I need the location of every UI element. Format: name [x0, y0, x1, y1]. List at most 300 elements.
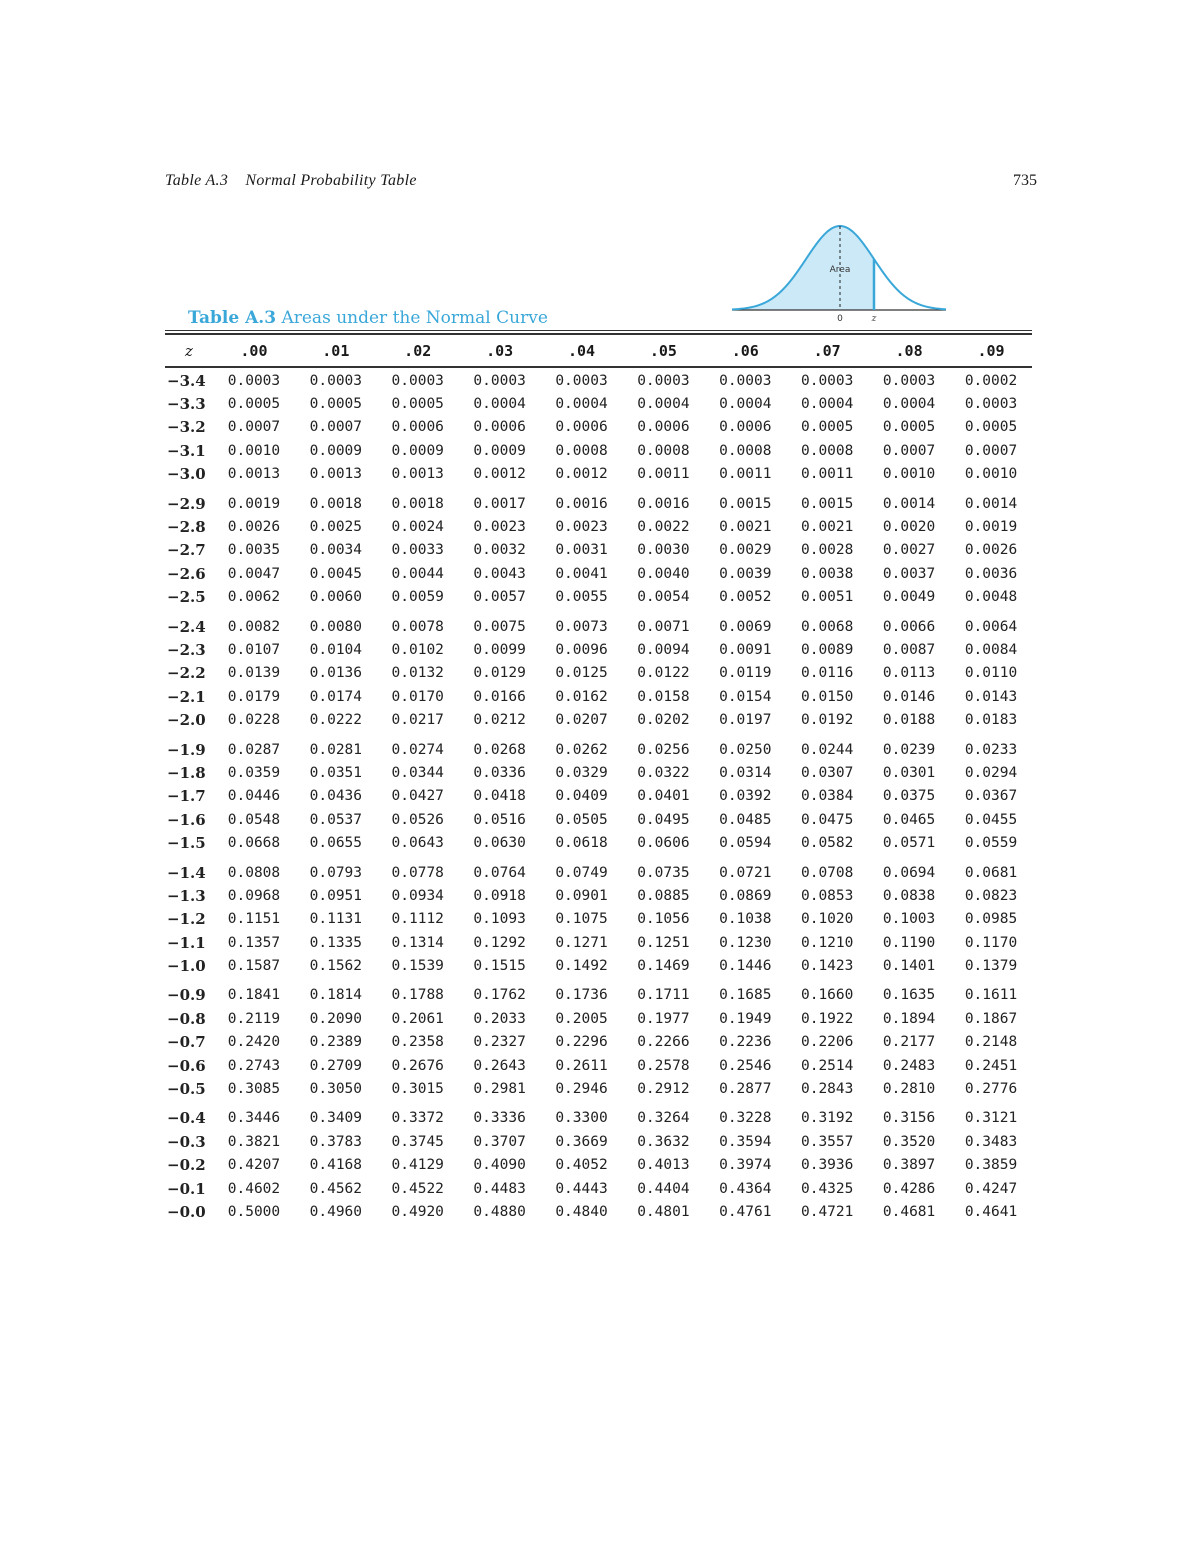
probability-cell: 0.4443: [555, 1180, 608, 1197]
probability-cell: 0.0005: [309, 396, 363, 413]
probability-cell: 0.0606: [637, 835, 690, 852]
probability-cell: 0.0003: [719, 372, 772, 389]
probability-cell: 0.0037: [882, 565, 936, 582]
probability-cell: 0.0392: [719, 788, 772, 805]
probability-cell: 0.0006: [391, 419, 444, 436]
probability-cell: 0.2643: [473, 1057, 526, 1074]
probability-cell: 0.0030: [637, 542, 690, 559]
probability-cell: 0.0033: [391, 542, 444, 559]
probability-cell: 0.0918: [473, 887, 526, 904]
probability-cell: 0.0764: [473, 864, 526, 881]
probability-cell: 0.2946: [555, 1081, 608, 1098]
z-value-cell: −0.5: [167, 1080, 206, 1099]
probability-cell: 0.0582: [800, 835, 854, 852]
probability-cell: 0.0052: [719, 589, 772, 606]
probability-cell: 0.2206: [800, 1034, 854, 1051]
probability-cell: 0.0179: [227, 688, 281, 705]
z-value-cell: −2.0: [167, 711, 206, 730]
probability-cell: 0.2090: [309, 1010, 363, 1027]
table-row: [165, 708, 1032, 731]
probability-cell: 0.0233: [964, 741, 1018, 758]
probability-cell: 0.0012: [473, 466, 526, 483]
probability-cell: 0.0064: [964, 618, 1018, 635]
z-value-cell: −0.4: [167, 1109, 206, 1128]
shaded-area: [732, 226, 874, 310]
probability-cell: 0.0749: [555, 864, 608, 881]
probability-cell: 0.1401: [882, 958, 936, 975]
probability-cell: 0.1492: [555, 958, 608, 975]
probability-cell: 0.0039: [719, 565, 772, 582]
probability-cell: 0.1469: [637, 958, 690, 975]
probability-cell: 0.0708: [800, 864, 854, 881]
probability-cell: 0.0885: [637, 887, 690, 904]
z-value-cell: −1.9: [167, 740, 206, 759]
probability-cell: 0.0040: [637, 565, 690, 582]
table-body: [165, 365, 1032, 1224]
z-value-cell: −1.2: [167, 910, 206, 929]
probability-cell: 0.0150: [800, 688, 854, 705]
probability-cell: 0.1922: [800, 1010, 854, 1027]
probability-cell: 0.0003: [555, 372, 608, 389]
probability-cell: 0.4052: [555, 1157, 608, 1174]
probability-cell: 0.0003: [391, 372, 444, 389]
probability-cell: 0.3936: [800, 1157, 854, 1174]
probability-cell: 0.0188: [882, 712, 936, 729]
probability-cell: 0.2296: [555, 1034, 608, 1051]
table-row: [165, 954, 1032, 977]
probability-cell: 0.0485: [719, 811, 772, 828]
probability-cell: 0.3372: [391, 1110, 444, 1127]
table-row: [165, 1154, 1032, 1177]
probability-cell: 0.0838: [882, 887, 936, 904]
z-value-cell: −1.7: [167, 787, 206, 806]
area-label: Area: [829, 265, 851, 275]
probability-cell: 0.3897: [882, 1157, 936, 1174]
probability-cell: 0.2611: [555, 1057, 608, 1074]
probability-cell: 0.1230: [719, 934, 772, 951]
probability-cell: 0.0031: [555, 542, 608, 559]
probability-cell: 0.0017: [473, 495, 526, 512]
probability-cell: 0.4761: [719, 1203, 772, 1220]
probability-cell: 0.4522: [391, 1180, 444, 1197]
probability-cell: 0.1131: [309, 911, 363, 928]
probability-cell: 0.0084: [964, 641, 1018, 658]
probability-cell: 0.0594: [719, 835, 772, 852]
probability-cell: 0.0129: [473, 665, 526, 682]
probability-cell: 0.0446: [227, 788, 281, 805]
probability-cell: 0.0869: [719, 887, 772, 904]
probability-cell: 0.3336: [473, 1110, 526, 1127]
probability-cell: 0.0823: [964, 887, 1018, 904]
top-rule-1: [165, 330, 1032, 331]
probability-cell: 0.0418: [473, 788, 526, 805]
probability-cell: 0.0005: [227, 396, 281, 413]
table-row: [165, 908, 1032, 931]
probability-cell: 0.2389: [309, 1034, 363, 1051]
z-value-cell: −1.5: [167, 834, 206, 853]
probability-cell: 0.0025: [309, 519, 363, 536]
table-row: [165, 1200, 1032, 1223]
probability-cell: 0.0004: [719, 396, 772, 413]
probability-cell: 0.0004: [637, 396, 690, 413]
column-header: .05: [649, 342, 677, 360]
probability-cell: 0.3557: [800, 1133, 854, 1150]
probability-cell: 0.0004: [882, 396, 936, 413]
table-row: [165, 586, 1032, 609]
probability-cell: 0.0559: [964, 835, 1018, 852]
table-row: [165, 732, 1032, 761]
probability-cell: 0.4129: [391, 1157, 444, 1174]
probability-cell: 0.3264: [637, 1110, 690, 1127]
probability-cell: 0.0013: [309, 466, 363, 483]
probability-cell: 0.0028: [800, 542, 854, 559]
column-header: .02: [404, 342, 432, 360]
probability-cell: 0.3632: [637, 1133, 690, 1150]
probability-cell: 0.3520: [882, 1133, 936, 1150]
probability-cell: 0.1711: [637, 987, 690, 1004]
table-row: [165, 539, 1032, 562]
probability-cell: 0.2981: [473, 1081, 526, 1098]
probability-cell: 0.1611: [964, 987, 1018, 1004]
table-row: [165, 562, 1032, 585]
probability-cell: 0.0005: [391, 396, 444, 413]
probability-cell: 0.3974: [719, 1157, 772, 1174]
column-header: .00: [240, 342, 268, 360]
probability-cell: 0.0004: [800, 396, 854, 413]
probability-cell: 0.3783: [309, 1133, 363, 1150]
z-value-cell: −3.3: [167, 395, 206, 414]
probability-cell: 0.1660: [800, 987, 854, 1004]
probability-cell: 0.0019: [964, 519, 1018, 536]
table-row: [165, 931, 1032, 954]
probability-cell: 0.2451: [964, 1057, 1018, 1074]
probability-cell: 0.3085: [227, 1081, 281, 1098]
probability-cell: 0.0006: [555, 419, 608, 436]
probability-cell: 0.0427: [391, 788, 444, 805]
z-value-cell: −1.8: [167, 763, 206, 782]
table-row: [165, 463, 1032, 486]
probability-cell: 0.1151: [227, 911, 281, 928]
probability-cell: 0.0002: [964, 372, 1018, 389]
normal-curve-svg: [728, 218, 952, 326]
probability-cell: 0.0132: [391, 665, 444, 682]
z-value-cell: −2.1: [167, 687, 206, 706]
z-value-cell: −2.4: [167, 617, 206, 636]
probability-cell: 0.0174: [309, 688, 363, 705]
probability-cell: 0.0059: [391, 589, 444, 606]
probability-cell: 0.0013: [227, 466, 281, 483]
probability-cell: 0.0036: [964, 565, 1018, 582]
probability-cell: 0.0018: [391, 495, 444, 512]
probability-cell: 0.0014: [882, 495, 936, 512]
probability-cell: 0.0301: [882, 764, 936, 781]
probability-cell: 0.1515: [473, 958, 526, 975]
column-header: .06: [731, 342, 759, 360]
probability-cell: 0.1762: [473, 987, 526, 1004]
probability-cell: 0.2877: [719, 1081, 772, 1098]
probability-cell: 0.0044: [391, 565, 444, 582]
probability-cell: 0.0032: [473, 542, 526, 559]
probability-cell: 0.0022: [637, 519, 690, 536]
probability-cell: 0.0250: [719, 741, 772, 758]
probability-cell: 0.0011: [800, 466, 854, 483]
probability-cell: 0.1292: [473, 934, 526, 951]
probability-cell: 0.4483: [473, 1180, 526, 1197]
running-head: [165, 172, 1037, 196]
probability-cell: 0.0011: [637, 466, 690, 483]
z-value-cell: −2.6: [167, 564, 206, 583]
probability-cell: 0.3859: [964, 1157, 1018, 1174]
top-rule-2: [165, 333, 1032, 335]
probability-cell: 0.4090: [473, 1157, 526, 1174]
z-value-cell: −1.0: [167, 957, 206, 976]
probability-cell: 0.2843: [800, 1081, 854, 1098]
table-row: [165, 392, 1032, 415]
caption-text: Areas under the Normal Curve: [276, 308, 548, 328]
probability-cell: 0.1357: [227, 934, 281, 951]
table-row: [165, 1077, 1032, 1100]
table-row: [165, 439, 1032, 462]
probability-cell: 0.0007: [882, 442, 936, 459]
probability-cell: 0.0026: [964, 542, 1018, 559]
probability-cell: 0.0073: [555, 618, 608, 635]
probability-cell: 0.0344: [391, 764, 444, 781]
probability-cell: 0.0537: [309, 811, 363, 828]
probability-cell: 0.4013: [637, 1157, 690, 1174]
probability-cell: 0.0057: [473, 589, 526, 606]
z-value-cell: −1.4: [167, 863, 206, 882]
table-row: [165, 978, 1032, 1007]
probability-cell: 0.5000: [227, 1203, 281, 1220]
probability-cell: 0.0069: [719, 618, 772, 635]
probability-cell: 0.0143: [964, 688, 1018, 705]
probability-cell: 0.0183: [964, 712, 1018, 729]
column-header: .04: [567, 342, 596, 360]
probability-cell: 0.0294: [964, 764, 1018, 781]
probability-cell: 0.0026: [227, 519, 281, 536]
probability-cell: 0.0015: [800, 495, 854, 512]
probability-cell: 0.0016: [637, 495, 690, 512]
probability-cell: 0.0351: [309, 764, 363, 781]
probability-cell: 0.0158: [637, 688, 690, 705]
probability-cell: 0.0005: [964, 419, 1018, 436]
probability-cell: 0.0192: [800, 712, 854, 729]
probability-cell: 0.1075: [555, 911, 608, 928]
probability-cell: 0.4247: [964, 1180, 1018, 1197]
probability-cell: 0.1635: [882, 987, 936, 1004]
table-row: [165, 416, 1032, 439]
probability-cell: 0.0087: [882, 641, 936, 658]
probability-cell: 0.0287: [227, 741, 281, 758]
probability-cell: 0.0116: [800, 665, 854, 682]
probability-cell: 0.1170: [964, 934, 1018, 951]
probability-cell: 0.4880: [473, 1203, 526, 1220]
column-header: .01: [322, 342, 350, 360]
probability-cell: 0.0808: [227, 864, 281, 881]
probability-cell: 0.0003: [882, 372, 936, 389]
probability-cell: 0.0239: [882, 741, 936, 758]
probability-cell: 0.3669: [555, 1133, 608, 1150]
probability-cell: 0.3156: [882, 1110, 936, 1127]
probability-cell: 0.0694: [882, 864, 936, 881]
zero-label: 0: [837, 314, 843, 324]
probability-cell: 0.0212: [473, 712, 526, 729]
probability-cell: 0.0516: [473, 811, 526, 828]
probability-cell: 0.2810: [882, 1081, 936, 1098]
probability-cell: 0.0021: [719, 519, 772, 536]
probability-cell: 0.1056: [637, 911, 690, 928]
probability-cell: 0.2033: [473, 1010, 526, 1027]
probability-cell: 0.0008: [637, 442, 690, 459]
probability-cell: 0.0668: [227, 835, 281, 852]
z-value-cell: −2.3: [167, 640, 206, 659]
probability-cell: 0.3121: [964, 1110, 1018, 1127]
probability-cell: 0.1685: [719, 987, 772, 1004]
probability-cell: 0.0968: [227, 887, 281, 904]
probability-cell: 0.2676: [391, 1057, 444, 1074]
probability-cell: 0.1736: [555, 987, 608, 1004]
table-row: [165, 515, 1032, 538]
probability-cell: 0.2119: [227, 1010, 281, 1027]
probability-cell: 0.1814: [309, 987, 363, 1004]
probability-cell: 0.1003: [882, 911, 936, 928]
probability-cell: 0.0367: [964, 788, 1018, 805]
probability-cell: 0.3409: [309, 1110, 363, 1127]
probability-cell: 0.0055: [555, 589, 608, 606]
probability-cell: 0.0409: [555, 788, 608, 805]
probability-cell: 0.0495: [637, 811, 690, 828]
probability-cell: 0.0012: [555, 466, 608, 483]
probability-cell: 0.0071: [637, 618, 690, 635]
column-header: .08: [895, 342, 923, 360]
probability-cell: 0.0007: [309, 419, 363, 436]
probability-cell: 0.2912: [637, 1081, 690, 1098]
probability-cell: 0.0007: [964, 442, 1018, 459]
probability-cell: 0.0170: [391, 688, 444, 705]
z-value-cell: −2.9: [167, 494, 206, 513]
probability-cell: 0.0024: [391, 519, 444, 536]
probability-cell: 0.1949: [719, 1010, 772, 1027]
probability-cell: 0.0009: [391, 442, 444, 459]
probability-cell: 0.0041: [555, 565, 608, 582]
probability-cell: 0.0119: [719, 665, 772, 682]
probability-cell: 0.0166: [473, 688, 526, 705]
probability-cell: 0.0007: [227, 419, 281, 436]
probability-cell: 0.0013: [391, 466, 444, 483]
probability-cell: 0.2483: [882, 1057, 936, 1074]
table-row: [165, 365, 1032, 392]
probability-cell: 0.0217: [391, 712, 444, 729]
probability-cell: 0.0136: [309, 665, 363, 682]
probability-cell: 0.0034: [309, 542, 363, 559]
probability-cell: 0.4681: [882, 1203, 936, 1220]
probability-cell: 0.0003: [309, 372, 363, 389]
z-value-cell: −0.9: [167, 986, 206, 1005]
probability-cell: 0.0015: [719, 495, 772, 512]
probability-cell: 0.4325: [800, 1180, 854, 1197]
table-row: [165, 884, 1032, 907]
probability-cell: 0.2776: [964, 1081, 1018, 1098]
probability-cell: 0.1271: [555, 934, 608, 951]
probability-cell: 0.0003: [964, 396, 1018, 413]
probability-cell: 0.0003: [637, 372, 690, 389]
probability-cell: 0.4801: [637, 1203, 690, 1220]
probability-cell: 0.0139: [227, 665, 281, 682]
table-row: [165, 761, 1032, 784]
probability-cell: 0.1867: [964, 1010, 1018, 1027]
page-number: 735: [1013, 172, 1037, 189]
probability-cell: 0.0075: [473, 618, 526, 635]
column-header: .09: [977, 342, 1005, 360]
probability-cell: 0.4920: [391, 1203, 444, 1220]
probability-cell: 0.0122: [637, 665, 690, 682]
probability-cell: 0.0006: [637, 419, 690, 436]
z-table: [165, 337, 1032, 1224]
probability-cell: 0.1038: [719, 911, 772, 928]
probability-cell: 0.2578: [637, 1057, 690, 1074]
probability-cell: 0.2061: [391, 1010, 444, 1027]
probability-cell: 0.0375: [882, 788, 936, 805]
probability-cell: 0.0951: [309, 887, 363, 904]
probability-cell: 0.0006: [719, 419, 772, 436]
probability-cell: 0.3192: [800, 1110, 854, 1127]
probability-cell: 0.1379: [964, 958, 1018, 975]
probability-cell: 0.0146: [882, 688, 936, 705]
probability-cell: 0.0207: [555, 712, 608, 729]
probability-cell: 0.1977: [637, 1010, 690, 1027]
probability-cell: 0.0051: [800, 589, 854, 606]
probability-cell: 0.0008: [719, 442, 772, 459]
probability-cell: 0.0125: [555, 665, 608, 682]
probability-cell: 0.0104: [309, 641, 363, 658]
probability-cell: 0.0571: [882, 835, 936, 852]
probability-cell: 0.0089: [800, 641, 854, 658]
z-value-cell: −2.5: [167, 588, 206, 607]
probability-cell: 0.0526: [391, 811, 444, 828]
table-row: [165, 808, 1032, 831]
probability-cell: 0.0003: [800, 372, 854, 389]
z-value-cell: −0.3: [167, 1132, 206, 1151]
probability-cell: 0.2005: [555, 1010, 608, 1027]
table-row: [165, 638, 1032, 661]
probability-cell: 0.0197: [719, 712, 772, 729]
probability-cell: 0.4168: [309, 1157, 363, 1174]
probability-cell: 0.2743: [227, 1057, 281, 1074]
probability-cell: 0.0020: [882, 519, 936, 536]
probability-cell: 0.0681: [964, 864, 1018, 881]
probability-cell: 0.0154: [719, 688, 772, 705]
probability-cell: 0.3483: [964, 1133, 1018, 1150]
probability-cell: 0.1841: [227, 987, 281, 1004]
probability-cell: 0.4721: [800, 1203, 854, 1220]
probability-cell: 0.0244: [800, 741, 854, 758]
probability-cell: 0.1210: [800, 934, 854, 951]
probability-cell: 0.0262: [555, 741, 608, 758]
table-row: [165, 831, 1032, 854]
probability-cell: 0.0359: [227, 764, 281, 781]
probability-cell: 0.0006: [473, 419, 526, 436]
probability-cell: 0.0010: [882, 466, 936, 483]
z-value-cell: −3.4: [167, 371, 206, 390]
probability-cell: 0.3015: [391, 1081, 444, 1098]
probability-cell: 0.0110: [964, 665, 1018, 682]
z-value-cell: −0.2: [167, 1156, 206, 1175]
table-row: [165, 1177, 1032, 1200]
probability-cell: 0.0548: [227, 811, 281, 828]
probability-cell: 0.0062: [227, 589, 281, 606]
probability-cell: 0.0455: [964, 811, 1018, 828]
probability-cell: 0.1093: [473, 911, 526, 928]
